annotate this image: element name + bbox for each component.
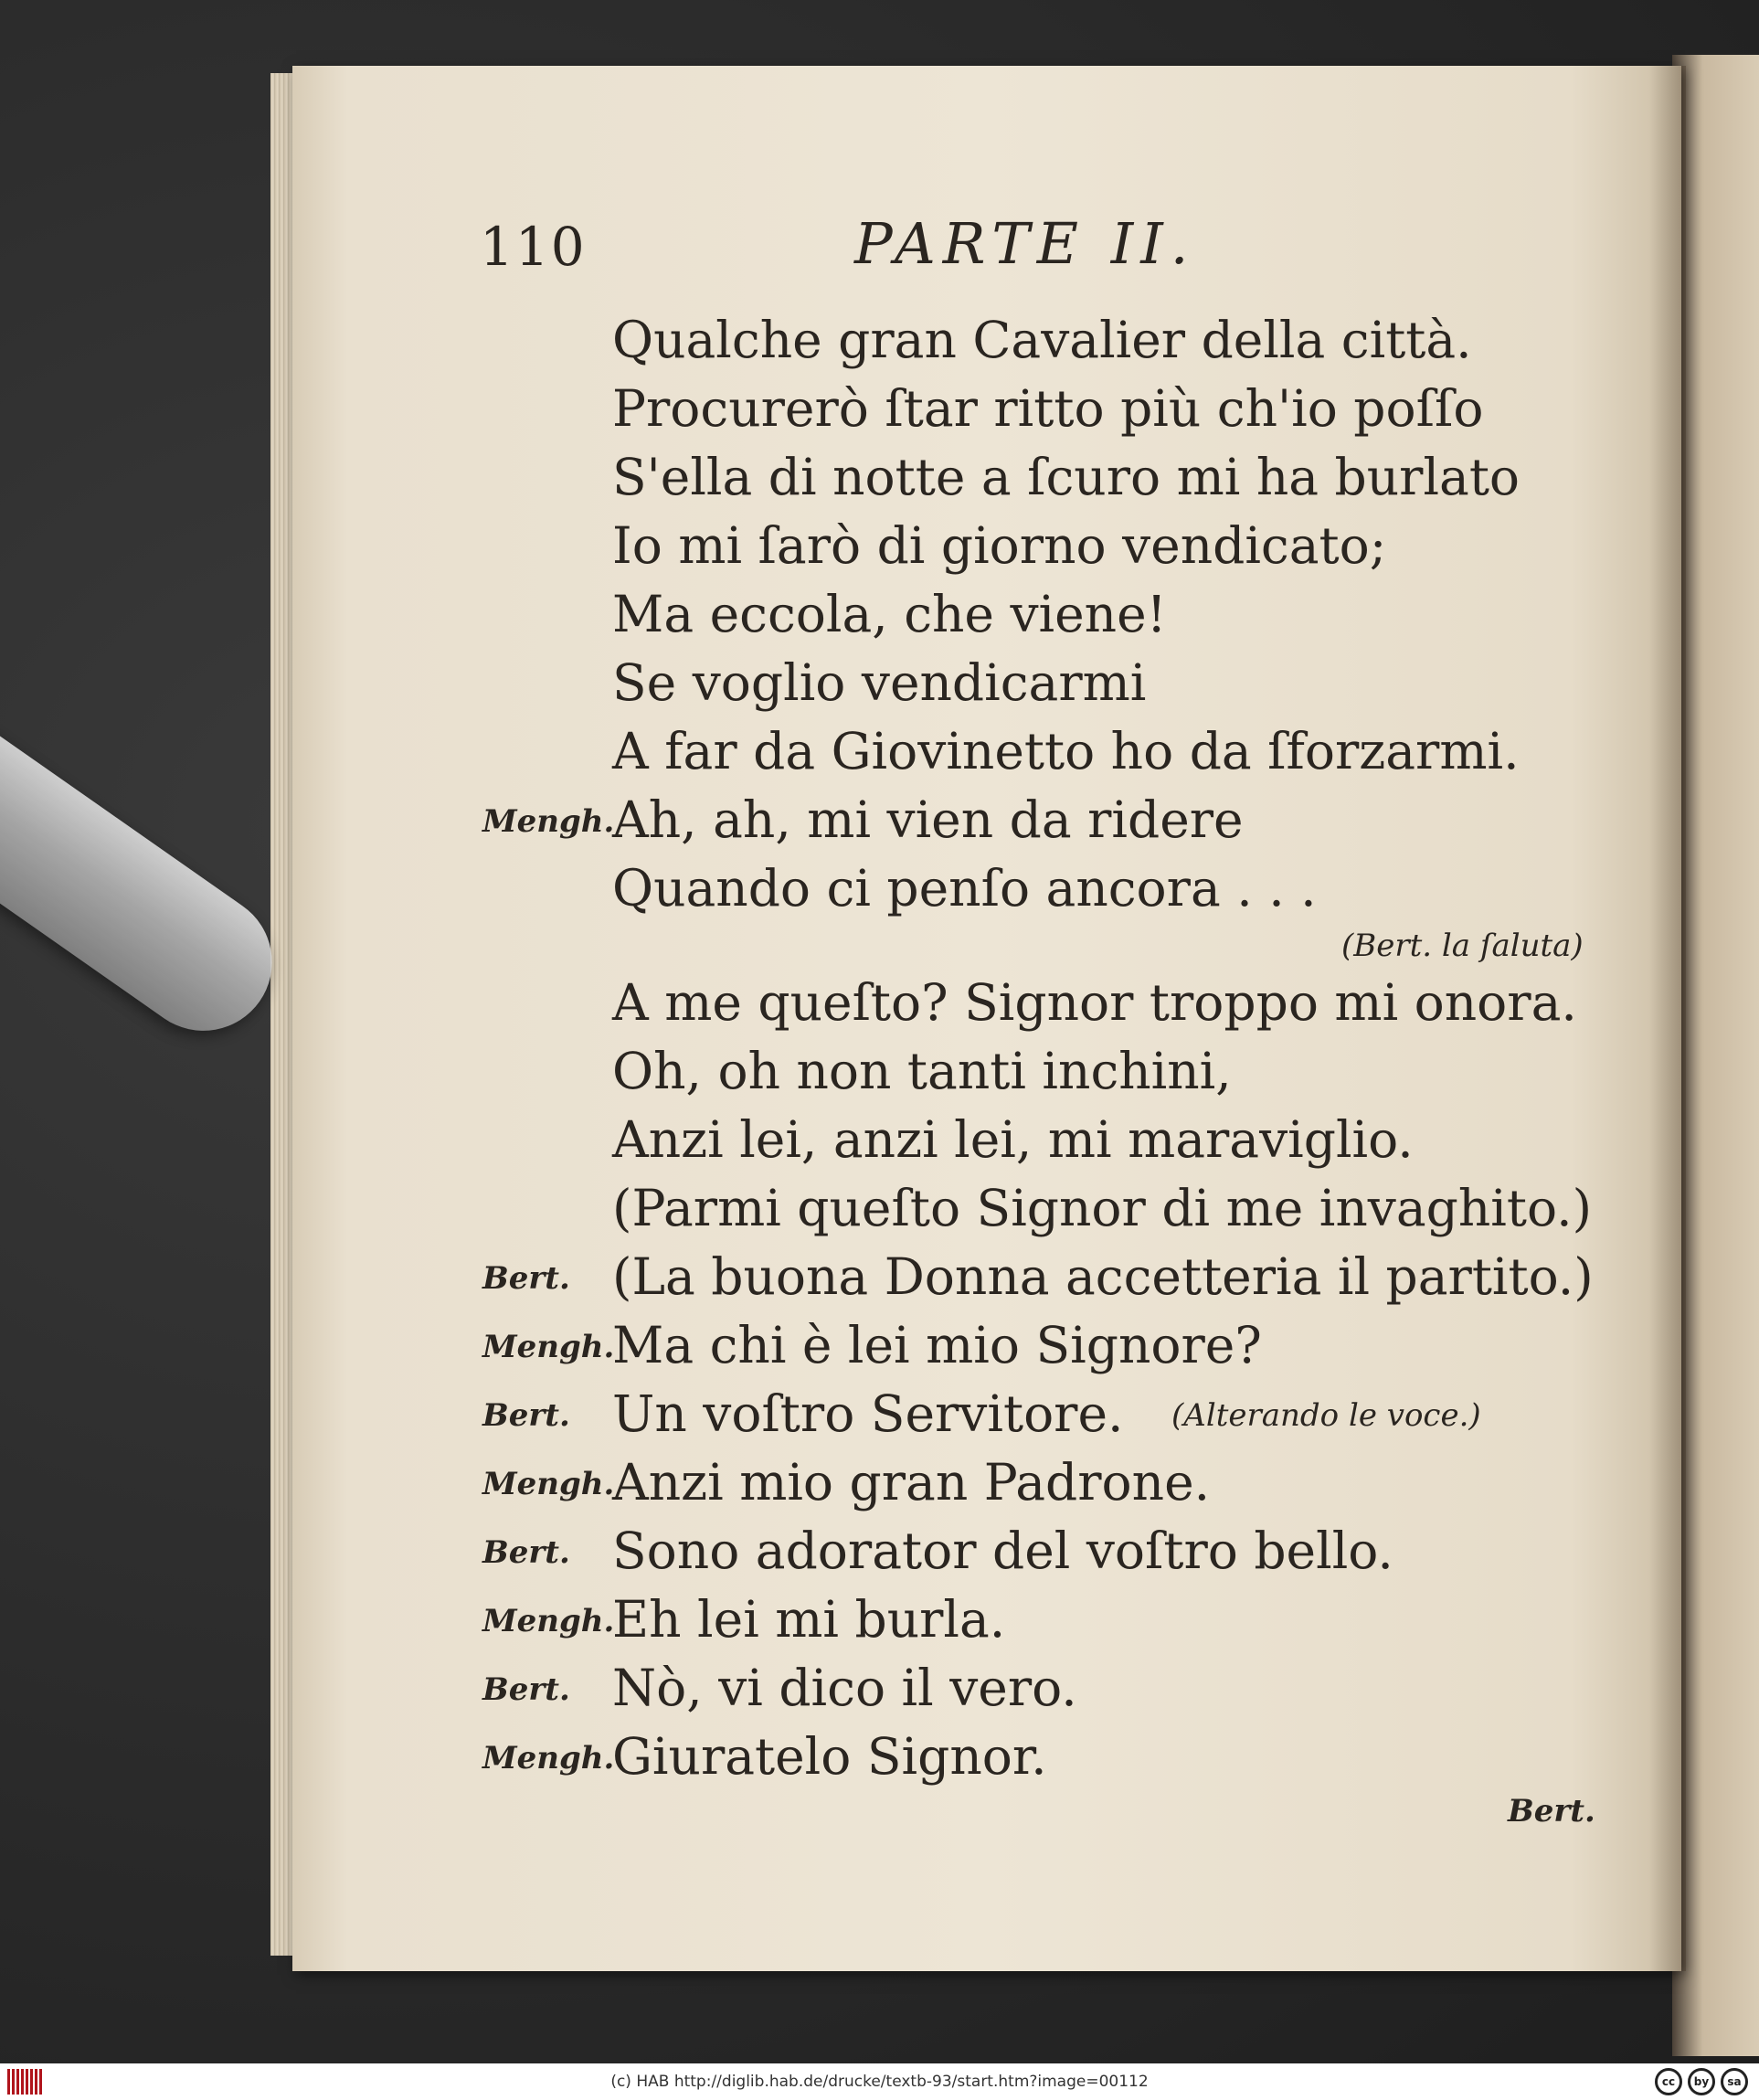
verse-line: Ma chi è lei mio Signore? (612, 1316, 1262, 1374)
verse-line: Procurerò ſtar ritto più ch'io poſſo (612, 379, 1484, 438)
page-gutter-shadow (1649, 66, 1686, 1971)
license-badge[interactable] (1655, 2067, 1748, 2096)
verse-line: Se voglio vendicarmi (612, 653, 1147, 712)
verse-line: Anzi mio gran Padrone. (612, 1453, 1211, 1511)
verse-line: Sono adorator del voſtro bello. (612, 1522, 1393, 1580)
verse-line: A me queſto? Signor troppo mi onora. (612, 973, 1577, 1032)
verse-line: Un voſtro Servitore. (612, 1384, 1124, 1443)
verse-line: (La buona Donna accetteria il partito.) (612, 1247, 1594, 1306)
catchword: Bert. (1508, 1793, 1595, 1830)
verse-line: S'ella di notte a ſcuro mi ha burlato (612, 448, 1521, 506)
verse-line: Io mi ſarò di giorno vendicato; (612, 516, 1387, 575)
verse-line: Ma eccola, che viene! (612, 585, 1167, 643)
verse-line: Quando ci penſo ancora . . . (612, 859, 1317, 917)
stage-direction: (Bert. la ſaluta) (1341, 928, 1584, 964)
verse-line: Anzi lei, anzi lei, mi maraviglio. (612, 1110, 1414, 1169)
speaker-label: Bert. (482, 1671, 570, 1708)
speaker-label: Mengh. (482, 1466, 615, 1502)
speaker-label: Mengh. (482, 1740, 615, 1777)
verse-line: Qualche gran Cavalier della città. (612, 311, 1472, 369)
sa-sharealike-icon: sa (1721, 2068, 1748, 2095)
speaker-label: Bert. (482, 1397, 570, 1434)
page-number: 110 (480, 216, 587, 278)
speaker-label: Mengh. (482, 1329, 615, 1365)
by-attribution-icon: by (1688, 2068, 1715, 2095)
speaker-label: Mengh. (482, 803, 615, 840)
cc-license-icon: cc (1655, 2068, 1682, 2095)
verse-line: (Parmi queſto Signor di me invaghito.) (612, 1179, 1593, 1237)
verse-line: Oh, oh non tanti inchini, (612, 1042, 1232, 1100)
viewer-footer (0, 2063, 1759, 2100)
verse-line: Giuratelo Signor. (612, 1727, 1047, 1786)
speaker-label: Bert. (482, 1260, 570, 1297)
verse-line: A far da Giovinetto ho da ſforzarmi. (612, 722, 1520, 780)
stage-direction: (Alterando le voce.) (1171, 1397, 1481, 1434)
copyright-link[interactable]: (c) HAB http://diglib.hab.de/drucke/textb-93/start.htm?image=00112 (610, 2073, 1149, 2091)
running-head: PARTE II. (854, 210, 1196, 277)
speaker-label: Bert. (482, 1534, 570, 1571)
verse-line: Ah, ah, mi vien da ridere (612, 790, 1244, 849)
verse-line: Nò, vi dico il vero. (612, 1659, 1077, 1717)
verse-line: Eh lei mi burla. (612, 1590, 1006, 1649)
speaker-label: Mengh. (482, 1603, 615, 1639)
